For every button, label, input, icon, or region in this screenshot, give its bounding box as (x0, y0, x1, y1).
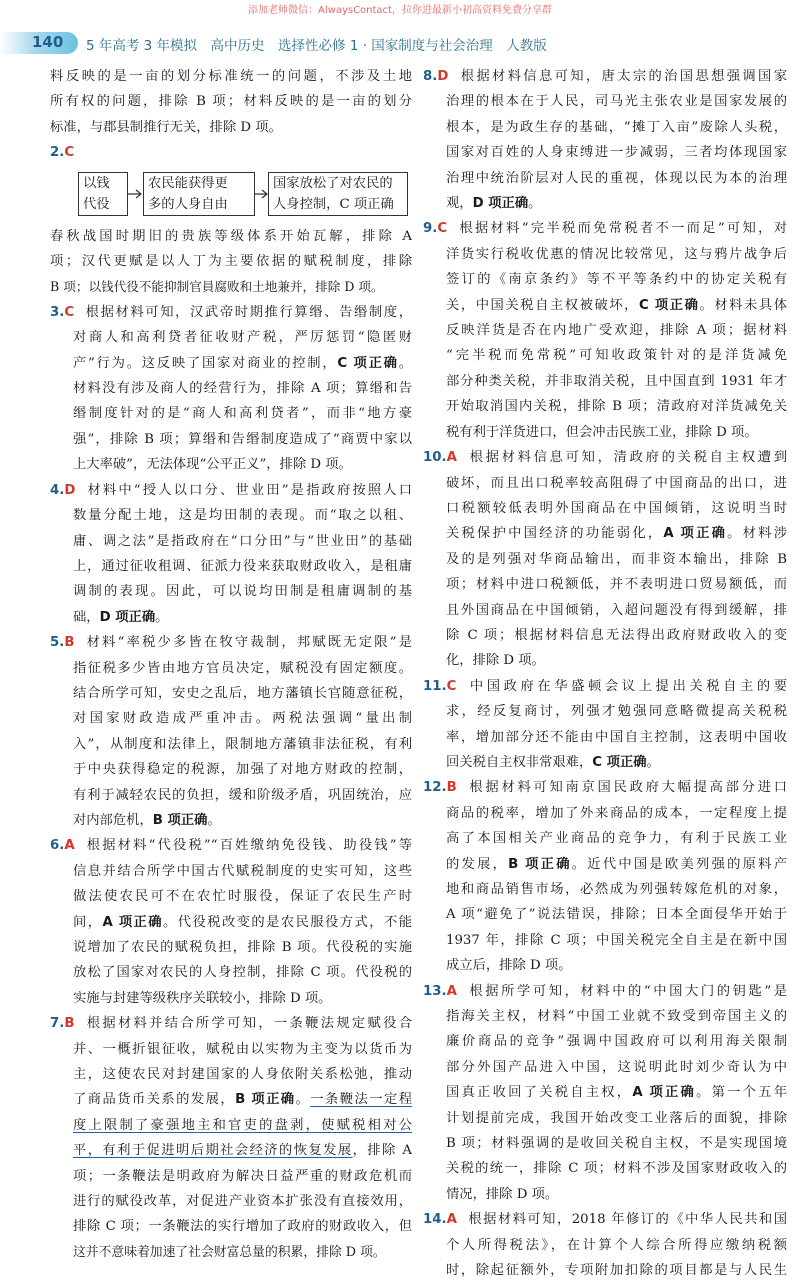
text-line: 根据材料信息可知，清政府的关税自主权遭到 (466, 450, 787, 466)
text-line-group: 观，D 项正确。 (446, 196, 542, 212)
text-line: “完半税而免常税”可知收政策针对的是洋货减免 (446, 348, 787, 364)
text-line-group: 回关税自主权非常艰难，C 项正确。 (446, 754, 660, 770)
text-line: 上大率破”，无法体现“公平正义”，排除 D 项。 (73, 457, 352, 473)
text-line: 及的是列强对华商品输出，而非资本输出，排除 B (446, 551, 787, 567)
flow-box (78, 172, 128, 216)
text-line: 。代役税改变的是农民服役方式，不能 (163, 914, 412, 930)
text-line: 产”行为。这反映了国家对商业的控制， (73, 355, 338, 371)
text-line: 对商人和高利贷者征收财产税，严厉惩罚“隐匿财 (73, 330, 412, 346)
text-line: 签订的《南京条约》等不平等条约中的协定关税有 (446, 272, 787, 288)
text-line: 指海关主权，材料“中国工业就不致受到帝国主义的 (446, 1009, 787, 1025)
text-line: 税有利于洋货进口，但会冲击民族工业，排除 D 项。 (446, 424, 758, 440)
text-line: 项；汉代更赋是以人丁为主要依据的赋税制度，排除 (50, 254, 412, 270)
flow-box-line: 农民能获得更 (148, 175, 228, 191)
text-line: 春秋战国时期旧的贵族等级体系开始瓦解，排除 A (50, 228, 412, 244)
text-line: 治理中统治阶层对人民的重视，体现以民为本的治理 (446, 170, 787, 186)
text-line-group (423, 852, 787, 877)
correct-answer: A 项正确 (632, 1085, 697, 1101)
correct-answer: B 项正确 (152, 812, 208, 828)
text-line: 缗制度针对的是“商人和高利贷者”，而非“地方豪 (73, 406, 412, 422)
question-number: 12. (423, 780, 447, 796)
text-line: 根据材料并结合所学可知，一条鞭法规定赋役合 (84, 1016, 412, 1032)
text-line: 除 C 项；根据材料信息无法得出政府财政收入的变 (446, 627, 787, 643)
text-line: 于中央获得稳定的税源，加强了对地方财政的控制， (73, 762, 412, 778)
question-11 (423, 674, 787, 699)
text-line: 主，这使农民对封建国家的人身依附关系松弛，推动 (73, 1067, 412, 1083)
right-column (423, 64, 787, 1284)
text-line: 治理的根本在于人民，司马光主张农业是国家发展的 (446, 94, 787, 110)
question-number: 8. (423, 69, 438, 84)
text-line: 廉价商品的竞争”强调中国政府可以利用海关限制 (446, 1034, 787, 1050)
text-line: 化，排除 D 项。 (446, 653, 545, 669)
flow-box-line: 人身控制，C 项正确 (273, 196, 394, 212)
text-line: 国真正收回了关税自主权， (446, 1085, 633, 1101)
flow-box-line: 国家放松了对农民的 (273, 175, 393, 191)
answer-letter: A (446, 450, 457, 466)
question-number: 14. (423, 1212, 447, 1228)
text-line: 信息并结合所学中国古代赋税制度的史实可知，这些 (73, 863, 412, 879)
text-line: 率，增加部分还不能由中国自主控制，这表明中国收 (446, 729, 787, 745)
question-number: 13. (423, 983, 447, 999)
answer-letter: A (64, 838, 75, 854)
correct-answer: C 项正确 (337, 355, 399, 371)
answer-letter: B (64, 635, 75, 651)
text-line: 数量分配土地，这是均田制的表现。而“取之以租、 (73, 508, 412, 524)
text-line: 国家对百姓的人身束缚进一步减弱，三者均体现国家 (446, 145, 787, 161)
book-series-title: 5 年高考 3 年模拟 高中历史 选择性必修 1 · 国家制度与社会治理 人教版 (86, 38, 547, 54)
text-line: 关税保护中国经济的功能弱化， (446, 526, 664, 542)
flow-box (143, 172, 255, 216)
text-line: 回关税自主权非常艰难， (446, 754, 593, 770)
text-line: 所有权的问题，排除 B 项；材料反映的是一亩的划分 (50, 94, 412, 110)
answer-letter: C (64, 304, 75, 320)
text-line: 部分外国产品进入中国，这说明此时刘少奇认为中 (446, 1059, 787, 1075)
text-line: 根据材料可知，汉武帝时期推行算缗、告缗制度， (84, 304, 412, 320)
correct-answer: B 项正确 (235, 1092, 296, 1108)
text-line: A 项“避免了”说法错误，排除；日本全面侵华开始于 (446, 907, 787, 923)
text-line: 对国家财政造成严重冲击。两税法强调“量出制 (73, 711, 412, 727)
correct-answer: C 项正确 (639, 297, 700, 313)
text-line: 强”，排除 B 项；算缗和告缗制度造成了“商贾中家以 (73, 431, 412, 447)
text-line: 项；一条鞭法是明政府为解决日益严重的财政危机而 (73, 1168, 412, 1184)
text-line: 排除 C 项；一条鞭法的实行增加了政府的财政收入，但 (73, 1219, 412, 1235)
question-number: 2. (50, 145, 65, 161)
correct-answer: B 项正确 (508, 856, 572, 872)
question-number: 7. (50, 1016, 65, 1032)
question-7 (50, 1011, 412, 1036)
arrow-right-icon (254, 188, 269, 200)
text-line: 这并不意味着加速了社会财富总量的积累，排除 D 项。 (73, 1244, 386, 1260)
text-line: 观， (446, 196, 473, 212)
text-line-group: 对内部危机，B 项正确。 (73, 812, 221, 828)
text-line: 进行的赋役改革，对促进产业资本扩张没有直接效用， (73, 1194, 412, 1210)
answer-letter: D (64, 482, 76, 498)
text-line: 实施与封建等级秩序关联较小，排除 D 项。 (73, 990, 332, 1006)
text-line: 的发展， (446, 856, 509, 872)
text-line: 。第一个五年 (696, 1085, 787, 1101)
text-line: 并、一概折银征收，赋税由以实物为主变为以货币为 (73, 1041, 412, 1057)
text-line: 时，除起征额外，专项附加扣除的项目都是与人民生 (446, 1263, 787, 1279)
text-line: 根本，是为政生存的基础，“摊丁入亩”废除人头税， (446, 119, 787, 135)
question-number: 6. (50, 838, 65, 854)
question-number: 4. (50, 482, 65, 498)
text-line: 部分种类关税，并非取消关税，且中国直到 1931 年才 (446, 373, 787, 389)
question-number: 3. (50, 304, 65, 320)
answer-letter: C (64, 145, 75, 161)
question-10 (423, 445, 787, 470)
text-line: 情况，排除 D 项。 (446, 1186, 559, 1202)
answer-letter: C (437, 221, 448, 237)
text-line: 了商品货币关系的发展， (73, 1092, 236, 1108)
text-line: 商品的税率，增加了外来商品的成本，一定程度上提 (446, 805, 787, 821)
text-line: 计划提前完成，我国开始改变工业落后的面貌，排除 (446, 1110, 787, 1126)
text-line: B 项；以钱代役不能抑制官員腐败和土地兼并，排除 D 项。 (50, 279, 384, 295)
text-line: 放松了国家对农民的人身控制，排除 C 项。代役税的 (73, 965, 412, 981)
flow-box-line: 多的人身自由 (148, 196, 228, 212)
text-line-group (423, 293, 787, 318)
text-line (50, 1113, 412, 1138)
text-line: 有利于减轻农民的负担，缓和阶级矛盾，巩固统治，应 (73, 787, 412, 803)
correct-answer: D 项正确 (99, 609, 156, 625)
watermark: 添加老师微信：AlwaysContact，拉你进最新小初高资料免费分享群 (248, 5, 552, 16)
text-line: 根据材料“完半税而免常税者不一而足”可知，对 (457, 221, 787, 237)
text-line: 项；材料中进口税额低，并不表明进口贸易额低，而 (446, 577, 787, 593)
question-13 (423, 979, 787, 1004)
text-line: 调制的表现。因此，可以说均田制是租庸调制的基 (73, 584, 412, 600)
correct-answer: C 项正确 (592, 754, 647, 770)
text-line: 反映洋货是否在内地广受欢迎，排除 A 项；据材料 (446, 323, 787, 339)
answer-letter: B (446, 780, 457, 796)
question-number: 10. (423, 450, 447, 466)
flow-box-line: 代役 (83, 196, 110, 212)
text-line: 指征税多少皆由地方官员决定，赋税没有固定额度。 (73, 660, 412, 676)
text-line-group: 产”行为。这反映了国家对商业的控制，C 项正确。 (73, 355, 412, 371)
text-line: B 项；材料强调的是收回关税自主权，不是实现国境 (446, 1136, 787, 1152)
text-line: 础， (73, 609, 100, 625)
text-line: 。近代中国是欧美列强的原料产 (571, 856, 787, 872)
text-line: 且外国商品在中国倾销，入超问题没有得到缓解，排 (446, 602, 787, 618)
text-line: 间， (73, 914, 103, 930)
text-line: 开始取消国内关税，排除 B 项；清政府对洋货减免关 (446, 399, 787, 415)
page-header (0, 32, 800, 56)
text-line-group: 了商品货币关系的发展，B 项正确。一条鞭法一定程 (73, 1092, 412, 1108)
answer-letter: A (446, 983, 457, 999)
arrow-right-icon (128, 188, 143, 200)
text-line-group (50, 1138, 412, 1163)
question-4 (50, 478, 412, 503)
text-line: 洋货实行税收优惠的情况比较常见，这与鸦片战争后 (446, 246, 787, 262)
question-14 (423, 1207, 787, 1232)
text-line: 庸、调之法”是指政府在“口分田”与“世业田”的基础 (73, 533, 412, 549)
text-line: 说增加了农民的赋税负担，排除 B 项。代役税的实施 (73, 940, 412, 955)
flow-box-line: 以钱 (83, 175, 110, 191)
question-9 (423, 216, 787, 241)
text-line: 入”，从制度和法律上，限制地方藩镇非法征税，有利 (73, 736, 412, 752)
text-line: 1937 年，排除 C 项；中国关税完全自主是在新中国 (446, 932, 787, 948)
text-line: 根据材料“代役税”“百姓缴纳免役钱、助役钱”等 (84, 838, 412, 854)
text-line: 中国政府在华盛顿会议上提出关税自主的要 (466, 678, 787, 694)
question-12 (423, 775, 787, 800)
page-number: 140 (32, 33, 64, 51)
text-line: 。材料涉 (727, 526, 787, 542)
text-line: 根据材料可知，2018 年修订的《中华人民共和国 (466, 1212, 787, 1228)
question-number: 9. (423, 221, 438, 237)
text-line: 标准，与郡县制推行无关，排除 D 项。 (50, 119, 282, 135)
answer-letter: B (64, 1016, 75, 1032)
underlined-text: 平，有利于促进明后期社会经济的恢复发展 (73, 1143, 353, 1159)
text-line: 料反映的是一亩的划分标准统一的问题，不涉及土地 (50, 69, 412, 84)
text-line: 成立后，排除 D 项。 (446, 958, 572, 974)
text-line: 关税的统一，排除 C 项；材料不涉及国家财政收入的 (446, 1161, 787, 1177)
left-column (50, 64, 412, 1265)
flow-diagram (50, 168, 412, 220)
underlined-text: 一条鞭法一定程 (310, 1092, 412, 1108)
correct-answer: D 项正确 (472, 196, 529, 212)
question-5 (50, 630, 412, 655)
question-2 (50, 140, 412, 165)
text-line: 关，中国关税自主权被破坏， (446, 297, 639, 313)
text-line: 对内部危机， (73, 812, 153, 828)
text-line: 结合所学可知，安史之乱后，地方藩镇长官随意征税， (73, 685, 412, 701)
text-line: 地和商品销售市场，必然成为列强转嫁危机的对象， (446, 882, 787, 897)
text-line: 材料“率税少多皆在牧守裁制，邦赋既无定限”是 (84, 635, 412, 651)
text-line-group: 础，D 项正确。 (73, 609, 169, 625)
question-3 (50, 300, 412, 325)
text-line: 口税额较低表明外国商品在中国倾销，这说明当时 (446, 500, 787, 516)
text-line: 做法使农民可不在农忙时服役，保证了农民生产时 (73, 889, 412, 905)
text-line: 高了本国相关产业商品的竞争力，有利于民族工业 (446, 831, 787, 847)
text-line: ，排除 A (352, 1143, 412, 1159)
text-line: 破坏，而且出口税率较高阻碍了中国商品的出口，进 (446, 475, 787, 491)
text-line: 材料中“授人以口分、世业田”是指政府按照人口 (85, 482, 412, 498)
underlined-text: 度上限制了豪强地主和官吏的盘剥，使赋税相对公 (73, 1117, 412, 1133)
text-line-group (423, 521, 787, 546)
correct-answer: A 项正确 (663, 526, 728, 542)
question-6 (50, 833, 412, 858)
text-line: 上，通过征收租调、征派力役来获取财政收入，是租庸 (73, 558, 412, 574)
flow-box (268, 172, 408, 216)
text-line: 根据所学可知，材料中的“中国大门的钥匙”是 (466, 983, 787, 999)
text-line: 。材料未具体 (699, 297, 787, 313)
text-line-group (423, 1080, 787, 1105)
answer-letter: D (437, 69, 449, 84)
text-line: 求，经反复商讨，列强才勉强同意略微提高关税税 (446, 704, 787, 720)
question-number: 5. (50, 635, 65, 651)
correct-answer: A 项正确 (102, 914, 164, 930)
text-line-group (50, 910, 412, 935)
text-line: 个人所得税法》，在计算个人综合所得应缴纳税额 (446, 1237, 787, 1253)
text-line: 材料没有涉及商人的经营行为，排除 A 项；算缗和告 (73, 381, 412, 397)
answer-letter: C (446, 678, 457, 694)
text-line: 根据材料可知南京国民政府大幅提高部分进口 (466, 780, 787, 796)
answer-letter: A (446, 1212, 457, 1228)
text-line: 根据材料信息可知，唐太宗的治国思想强调国家 (458, 69, 787, 84)
question-number: 11. (423, 678, 447, 694)
question-8 (423, 64, 787, 89)
